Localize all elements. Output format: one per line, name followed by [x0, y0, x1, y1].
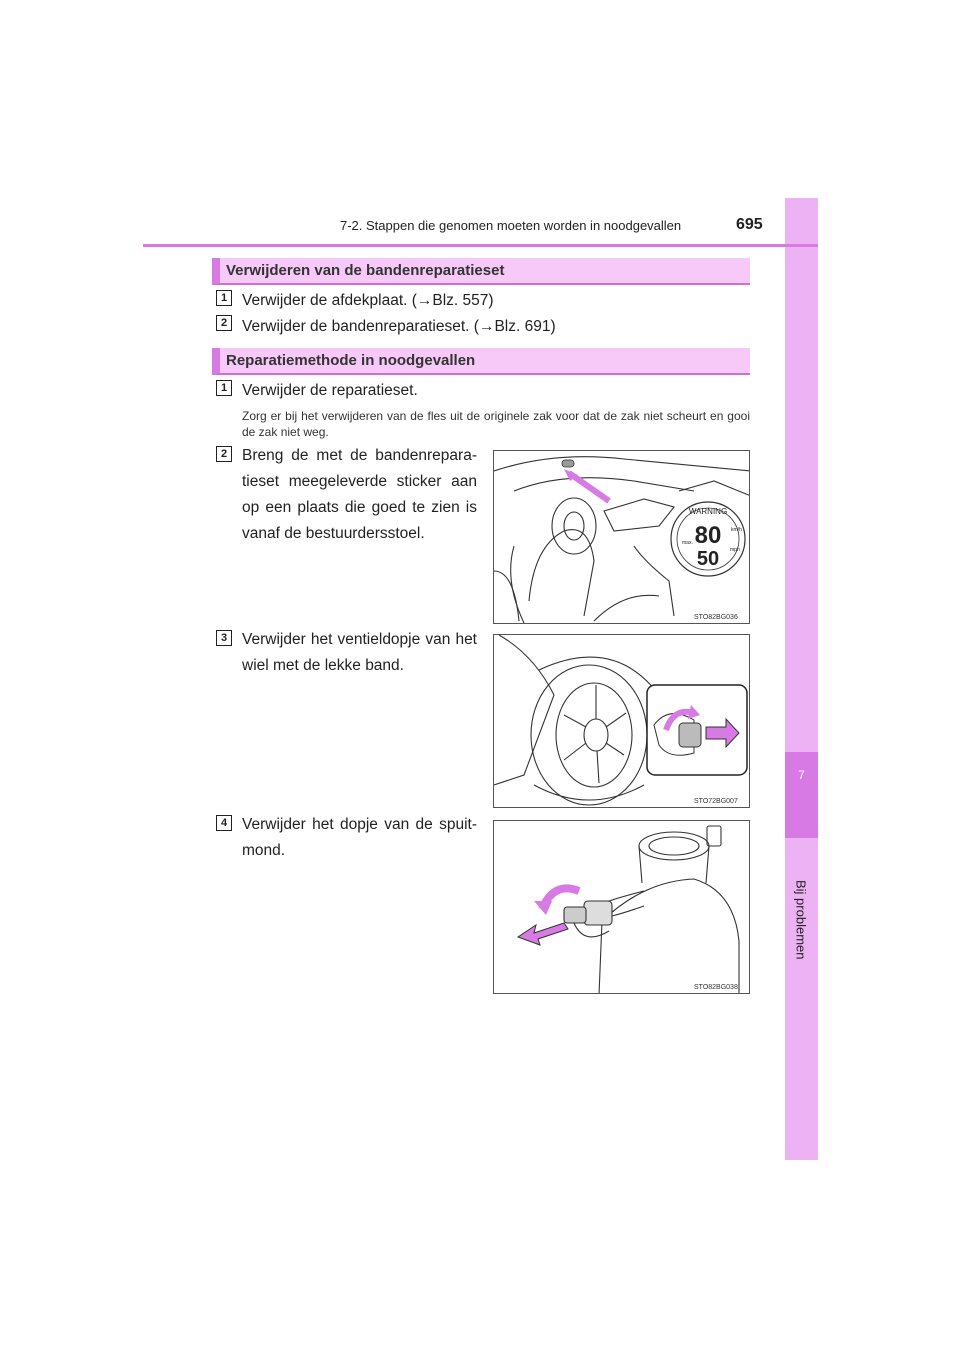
step-badge: 2 [216, 446, 232, 462]
figure-code: STO82BG036 [694, 614, 738, 621]
page-number: 695 [736, 216, 763, 233]
side-tab-active-chapter [785, 752, 818, 838]
figure-code: STO82BG038 [694, 984, 738, 991]
sticker-kmh-unit: km/h [731, 527, 742, 533]
step-text: Verwijder het dopje van de spuit-mond. [242, 816, 477, 859]
sticker-max-label: max. [682, 540, 693, 546]
dashboard-illustration [494, 451, 750, 624]
figure-code: STO72BG007 [694, 798, 738, 805]
step-badge: 2 [216, 315, 232, 331]
side-tab [785, 198, 818, 1160]
step-text: Verwijder de afdekplaat. (→Blz. 557) [242, 292, 494, 309]
section-heading-emergency-repair: Reparatiemethode in noodgevallen [212, 348, 750, 375]
step-badge: 1 [216, 290, 232, 306]
chapter-header: 7-2. Stappen die genomen moeten worden in noodgevallen [340, 218, 682, 233]
step-badge: 1 [216, 380, 232, 396]
step-text: Verwijder het ventieldopje van het wiel met de lekke band. [242, 631, 477, 674]
step-badge: 4 [216, 815, 232, 831]
step-text: Verwijder de bandenreparatieset. (→Blz. 691) [242, 318, 556, 335]
step-text: Breng de met de bandenrepara-tieset meegeleverde sticker aan op een plaats die goed te zien is vanaf de bestuurdersstoel. [242, 447, 477, 542]
sticker-mph-unit: mph [730, 547, 740, 553]
figure-sticker-placement [493, 450, 750, 624]
bottle-illustration [494, 821, 750, 994]
sticker-kmh-value: 80 [694, 522, 722, 549]
figure-valve-cap [493, 634, 750, 808]
step-note: Zorg er bij het verwijderen van de fles uit de originele zak voor dat de zak niet scheurt en gooi de zak niet weg. [242, 409, 750, 439]
section-heading-remove-kit: Verwijderen van de bandenreparatieset [212, 258, 750, 285]
step-badge: 3 [216, 630, 232, 646]
wheel-illustration [494, 635, 750, 808]
step-text: Verwijder de reparatieset. [242, 382, 418, 399]
header-rule [143, 244, 818, 247]
sticker-warning-text: WARNING [688, 507, 728, 516]
chapter-number: 7 [798, 768, 805, 782]
sticker-mph-value: 50 [696, 548, 720, 570]
chapter-label: Bij problemen [793, 880, 809, 960]
figure-nozzle-cap [493, 820, 750, 994]
